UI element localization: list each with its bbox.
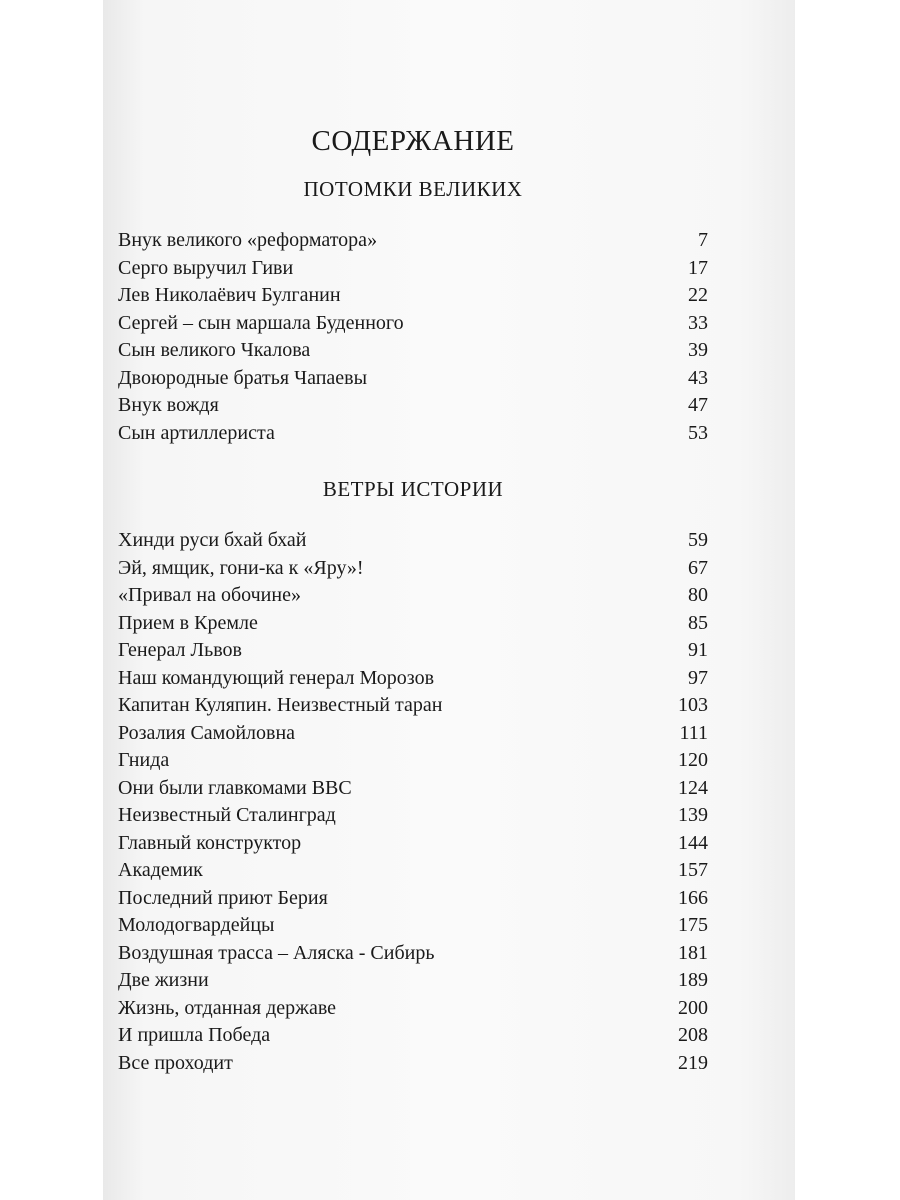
entry-title: Хинди руси бхай бхай [118, 529, 307, 551]
entry-title: Гнида [118, 749, 170, 771]
entry-title: Генерал Львов [118, 639, 242, 661]
section-entries-potomki [118, 227, 708, 447]
entry-page-number: 124 [678, 776, 708, 799]
toc-entry [118, 637, 708, 665]
entry-title: Молодогвардейцы [118, 914, 275, 936]
entry-page-number: 91 [688, 639, 708, 661]
entry-title: Жизнь, отданная державе [118, 996, 337, 1019]
entry-title: Главный конструктор [118, 831, 302, 854]
entry-page-number: 22 [688, 284, 708, 306]
entry-title: Сергей – сын маршала Буденного [118, 311, 404, 334]
toc-entry [118, 255, 708, 283]
entry-page-number: 200 [678, 996, 708, 1019]
toc-entry [118, 392, 708, 420]
entry-title: Лев Николаёвич Булганин [118, 284, 341, 306]
toc-entry [118, 610, 708, 638]
toc-entry [118, 310, 708, 338]
entry-title: Внук великого «реформатора» [118, 229, 378, 251]
entry-page-number: 144 [678, 831, 708, 854]
entry-page-number: 80 [688, 584, 708, 606]
entry-page-number: 97 [688, 666, 708, 689]
entry-title: Две жизни [118, 969, 209, 991]
book-page [103, 0, 795, 1200]
entry-page-number: 59 [688, 529, 708, 551]
toc-entry [118, 527, 708, 555]
entry-title: Двоюродные братья Чапаевы [118, 366, 368, 389]
toc-entry [118, 555, 708, 583]
toc-entry [118, 692, 708, 720]
toc-entry [118, 1022, 708, 1050]
entry-title: Наш командующий генерал Морозов [118, 666, 435, 689]
entry-title: Неизвестный Сталинград [118, 804, 336, 826]
entry-title: Они были главкомами ВВС [118, 776, 352, 799]
toc-entry [118, 912, 708, 940]
toc-entry [118, 227, 708, 255]
toc-entry [118, 747, 708, 775]
entry-page-number: 53 [688, 421, 708, 444]
toc-entry [118, 885, 708, 913]
entry-title: Капитан Куляпин. Неизвестный таран [118, 694, 443, 716]
entry-title: Воздушная трасса – Аляска - Сибирь [118, 941, 435, 964]
entry-title: И пришла Победа [118, 1024, 271, 1046]
toc-entry [118, 720, 708, 748]
toc-entry [118, 775, 708, 803]
entry-page-number: 33 [688, 311, 708, 334]
toc-entry [118, 365, 708, 393]
entry-page-number: 120 [678, 749, 708, 771]
entry-title: Розалия Самойловна [118, 721, 296, 744]
entry-page-number: 67 [688, 556, 708, 579]
section-title-vetry: ВЕТРЫ ИСТОРИИ [322, 477, 504, 501]
entry-title: Сын артиллериста [118, 421, 275, 444]
section-entries-vetry [118, 527, 708, 1077]
toc-entry [118, 420, 708, 448]
toc-entry [118, 940, 708, 968]
entry-page-number: 139 [678, 804, 708, 826]
toc-entry [118, 802, 708, 830]
entry-page-number: 219 [678, 1051, 708, 1074]
entry-title: Академик [118, 859, 203, 881]
entry-page-number: 47 [688, 394, 708, 416]
entry-page-number: 85 [688, 611, 708, 634]
entry-page-number: 157 [678, 859, 708, 881]
entry-title: Внук вождя [118, 394, 219, 416]
toc-entry [118, 967, 708, 995]
toc-entry [118, 582, 708, 610]
entry-page-number: 181 [678, 941, 708, 964]
entry-title: Прием в Кремле [118, 611, 258, 634]
toc-entry [118, 282, 708, 310]
entry-title: «Привал на обочине» [118, 584, 301, 606]
entry-title: Последний приют Берия [118, 886, 328, 909]
entry-page-number: 43 [688, 366, 708, 389]
entry-page-number: 189 [678, 969, 708, 991]
entry-title: Все проходит [118, 1051, 233, 1074]
toc-entry [118, 665, 708, 693]
entry-title: Серго выручил Гиви [118, 256, 294, 279]
entry-page-number: 7 [698, 229, 708, 251]
section-title-potomki: ПОТОМКИ ВЕЛИКИХ [303, 177, 523, 201]
toc-entry [118, 830, 708, 858]
entry-page-number: 39 [688, 339, 708, 361]
entry-page-number: 17 [688, 256, 708, 279]
entry-title: Сын великого Чкалова [118, 339, 311, 361]
toc-entry [118, 857, 708, 885]
bleed-through-text [693, 120, 795, 1070]
entry-page-number: 103 [678, 694, 708, 716]
toc-entry [118, 995, 708, 1023]
toc-entry [118, 1050, 708, 1078]
entry-title: Эй, ямщик, гони-ка к «Яру»! [118, 556, 364, 579]
toc-entry [118, 337, 708, 365]
entry-page-number: 111 [679, 721, 708, 744]
entry-page-number: 166 [678, 886, 708, 909]
entry-page-number: 208 [678, 1024, 708, 1046]
entry-page-number: 175 [678, 914, 708, 936]
toc-title: СОДЕРЖАНИЕ [311, 125, 515, 157]
